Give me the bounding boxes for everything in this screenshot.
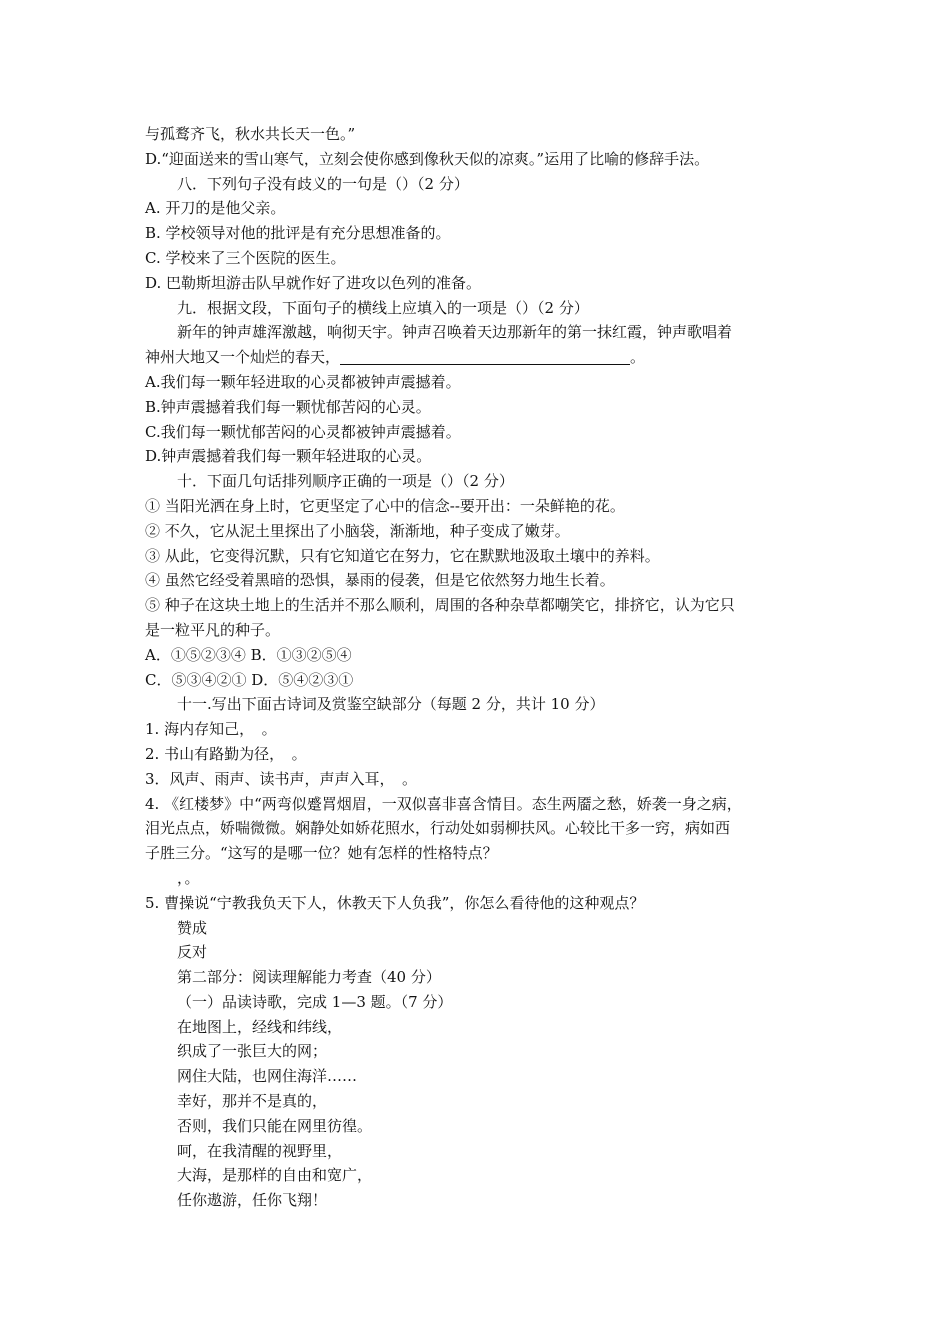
line-text: 幸好，那并不是真的， [177, 1092, 328, 1111]
line-text: 神州大地又一个灿烂的春天， [145, 348, 341, 367]
line-text: 第二部分：阅读理解能力考查（40 分） [177, 968, 441, 987]
line-text: ⑤ 种子在这块土地上的生活并不那么顺利，周围的各种杂草都嘲笑它，排挤它，认为它只 [145, 596, 735, 615]
text-line [145, 519, 825, 544]
text-line [145, 320, 825, 345]
text-line [145, 395, 825, 420]
text-line [145, 891, 825, 916]
text-line [145, 742, 825, 767]
line-text: ④ 虽然它经受着黑暗的恐惧，暴雨的侵袭，但是它依然努力地生长着。 [145, 571, 615, 590]
text-line [145, 1015, 825, 1040]
line-text: ② 不久，它从泥土里探出了小脑袋，渐渐地，种子变成了嫩芽。 [145, 521, 570, 540]
text-line [145, 1089, 825, 1114]
line-text: C. 学校来了三个医院的医生。 [145, 248, 346, 267]
line-text: A．①⑤②③④ B．①③②⑤④ [145, 645, 352, 664]
line-text: B.钟声震撼着我们每一颗忧郁苦闷的心灵。 [145, 397, 431, 416]
line-text: 子胜三分。“这写的是哪一位？她有怎样的性格特点？ [145, 844, 498, 863]
text-line [145, 965, 825, 990]
line-text: 与孤鹜齐飞，秋水共长天一色。” [145, 125, 356, 143]
text-line [145, 1188, 825, 1213]
line-text: 3．风声、雨声、读书声，声声入耳， 。 [145, 769, 418, 788]
text-line [145, 345, 825, 370]
text-line [145, 296, 825, 321]
text-line [145, 172, 825, 197]
line-text: ③ 从此，它变得沉默，只有它知道它在努力，它在默默地汲取土壤中的养料。 [145, 546, 660, 565]
line-text: 4. 《红楼梦》中“两弯似蹙罥烟眉，一双似喜非喜含情目。态生两靥之愁，娇袭一身之病， [145, 794, 742, 813]
line-text: 大海，是那样的自由和宽广， [177, 1166, 373, 1185]
text-line [145, 444, 825, 469]
text-line [145, 866, 825, 891]
line-text: 十一.写出下面古诗词及赏鉴空缺部分（每题 2 分，共计 10 分） [177, 695, 605, 714]
text-line [145, 618, 825, 643]
line-text: 反对 [177, 943, 208, 962]
line-text: 十．下面几句话排列顺序正确的一项是（）（2 分） [177, 472, 514, 491]
line-text: A. 开刀的是他父亲。 [145, 199, 286, 218]
line-text: A.我们每一颗年轻进取的心灵都被钟声震撼着。 [145, 372, 461, 391]
line-text: 在地图上，经线和纬线， [177, 1017, 343, 1036]
line-text: 网住大陆，也网住海洋…… [177, 1067, 358, 1086]
text-line [145, 122, 825, 147]
text-line [145, 841, 825, 866]
line-text: 呵，在我清醒的视野里， [177, 1141, 343, 1160]
text-line [145, 370, 825, 395]
text-line [145, 940, 825, 965]
line-text: D.钟声震撼着我们每一颗年轻进取的心灵。 [145, 447, 432, 466]
text-line [145, 643, 825, 668]
line-text: 八．下列句子没有歧义的一句是（）（2 分） [177, 174, 469, 193]
text-line [145, 990, 825, 1015]
text-line [145, 246, 825, 271]
line-text: 是一粒平凡的种子。 [145, 620, 281, 639]
text-line [145, 420, 825, 445]
text-line [145, 494, 825, 519]
line-text: 织成了一张巨大的网； [177, 1042, 328, 1061]
text-line [145, 221, 825, 246]
text-line [145, 767, 825, 792]
line-text: B. 学校领导对他的批评是有充分思想准备的。 [145, 224, 451, 243]
line-text: 2. 书山有路勤为径， 。 [145, 744, 307, 763]
text-line [145, 196, 825, 221]
text-line [145, 147, 825, 172]
line-text: ，。 [177, 868, 200, 887]
line-text: 泪光点点，娇喘微微。娴静处如娇花照水，行动处如弱柳扶风。心较比干多一窍，病如西 [145, 819, 731, 838]
line-text: 任你遨游，任你飞翔！ [177, 1191, 328, 1210]
line-text: C.我们每一颗忧郁苦闷的心灵都被钟声震撼着。 [145, 422, 461, 441]
line-text: C．⑤③④②① D．⑤④②③① [145, 670, 354, 689]
line-text: ① 当阳光洒在身上时，它更坚定了心中的信念--要开出：一朵鲜艳的花。 [145, 496, 625, 515]
text-line [145, 544, 825, 569]
text-line [145, 1139, 825, 1164]
text-line [145, 916, 825, 941]
text-line [145, 717, 825, 742]
line-text: D.“迎面送来的雪山寒气，立刻会使你感到像秋天似的凉爽。”运用了比喻的修辞手法。 [145, 149, 710, 168]
document-page [145, 122, 825, 1213]
text-line [145, 1039, 825, 1064]
line-text-after: 。 [630, 348, 646, 367]
line-text: 否则，我们只能在网里彷徨。 [177, 1116, 373, 1135]
line-text: 九．根据文段，下面句子的横线上应填入的一项是（）（2 分） [177, 298, 589, 317]
text-line [145, 1163, 825, 1188]
line-text: 5. 曹操说“宁教我负天下人，休教天下人负我”，你怎么看待他的这种观点？ [145, 893, 645, 912]
text-line [145, 692, 825, 717]
text-line [145, 792, 825, 817]
text-line [145, 568, 825, 593]
text-line [145, 816, 825, 841]
line-text: 1. 海内存知己， 。 [145, 720, 277, 739]
text-line [145, 271, 825, 296]
line-text: 新年的钟声雄浑激越，响彻天宇。钟声召唤着天边那新年的第一抹红霞，钟声歌唱着 [177, 323, 733, 342]
text-line [145, 668, 825, 693]
line-text: （一）品读诗歌，完成 1—3 题。（7 分） [177, 992, 453, 1011]
text-line [145, 469, 825, 494]
text-line [145, 1114, 825, 1139]
text-line [145, 1064, 825, 1089]
line-text: 赞成 [177, 918, 208, 937]
text-line [145, 593, 825, 618]
line-text: D. 巴勒斯坦游击队早就作好了进攻以色列的准备。 [145, 273, 482, 292]
fill-in-blank [340, 348, 630, 365]
